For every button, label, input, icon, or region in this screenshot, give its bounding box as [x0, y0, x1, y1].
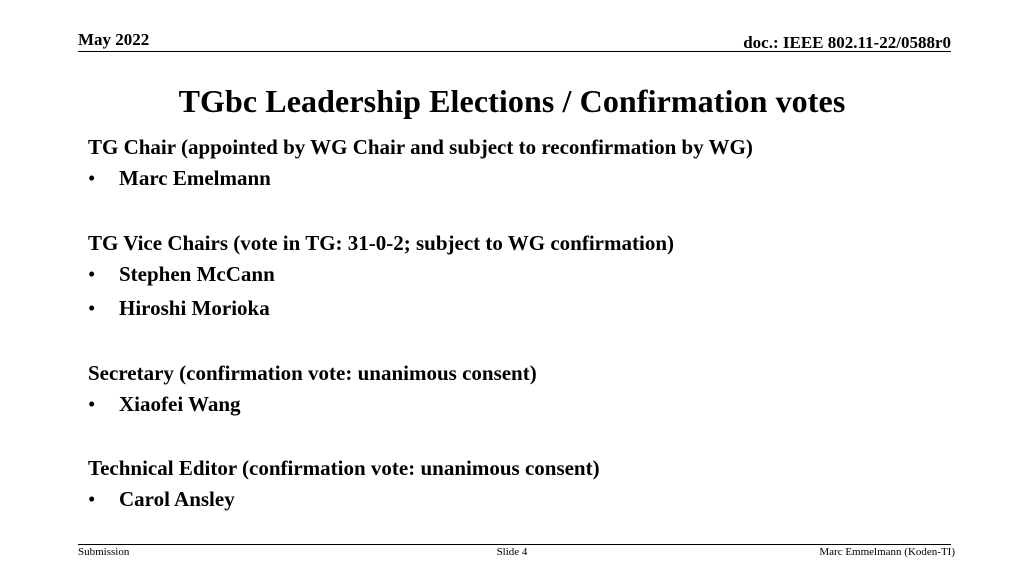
person-name: Marc Emelmann: [119, 166, 271, 190]
header-divider: [78, 51, 951, 52]
section-heading: TG Chair (appointed by WG Chair and subject to reconfirmation by WG): [88, 135, 753, 159]
bullet-icon: •: [88, 391, 96, 416]
person-name: Carol Ansley: [119, 487, 235, 511]
bullet-list: [88, 161, 948, 196]
bullet-icon: •: [88, 487, 96, 511]
section-heading: Secretary (confirmation vote: unanimous consent): [88, 360, 537, 385]
list-item: [88, 482, 948, 517]
section-heading: TG Vice Chairs (vote in TG: 31-0-2; subject to WG confirmation): [88, 230, 675, 255]
slide-title: TGbc Leadership Elections / Confirmation votes: [178, 83, 846, 119]
footer-submission: Submission: [78, 546, 130, 558]
list-item: [88, 257, 948, 292]
list-item: [88, 291, 948, 326]
section-technical-editor: [88, 454, 948, 517]
bullet-icon: •: [88, 296, 96, 320]
section-tg-vice-chairs: [88, 229, 948, 326]
slide-body: [88, 133, 948, 517]
section-heading: Technical Editor (confirmation vote: unanimous consent): [88, 456, 600, 480]
header-doc-id: doc.: IEEE 802.11-22/0588r0: [743, 33, 951, 52]
bullet-icon: •: [88, 166, 96, 190]
bullet-list: [88, 257, 948, 326]
list-item: [88, 387, 948, 422]
person-name: Xiaofei Wang: [119, 391, 241, 416]
footer-author: Marc Emmelmann (Koden-TI): [819, 546, 955, 558]
bullet-list: [88, 387, 948, 422]
person-name: Hiroshi Morioka: [119, 296, 270, 320]
footer-divider: [78, 544, 951, 545]
section-tg-chair: [88, 133, 948, 196]
footer-slide-number: Slide 4: [496, 546, 528, 558]
person-name: Stephen McCann: [119, 261, 275, 286]
section-secretary: [88, 359, 948, 422]
list-item: [88, 161, 948, 196]
header-date: May 2022: [78, 30, 150, 49]
bullet-list: [88, 482, 948, 517]
bullet-icon: •: [88, 261, 96, 286]
